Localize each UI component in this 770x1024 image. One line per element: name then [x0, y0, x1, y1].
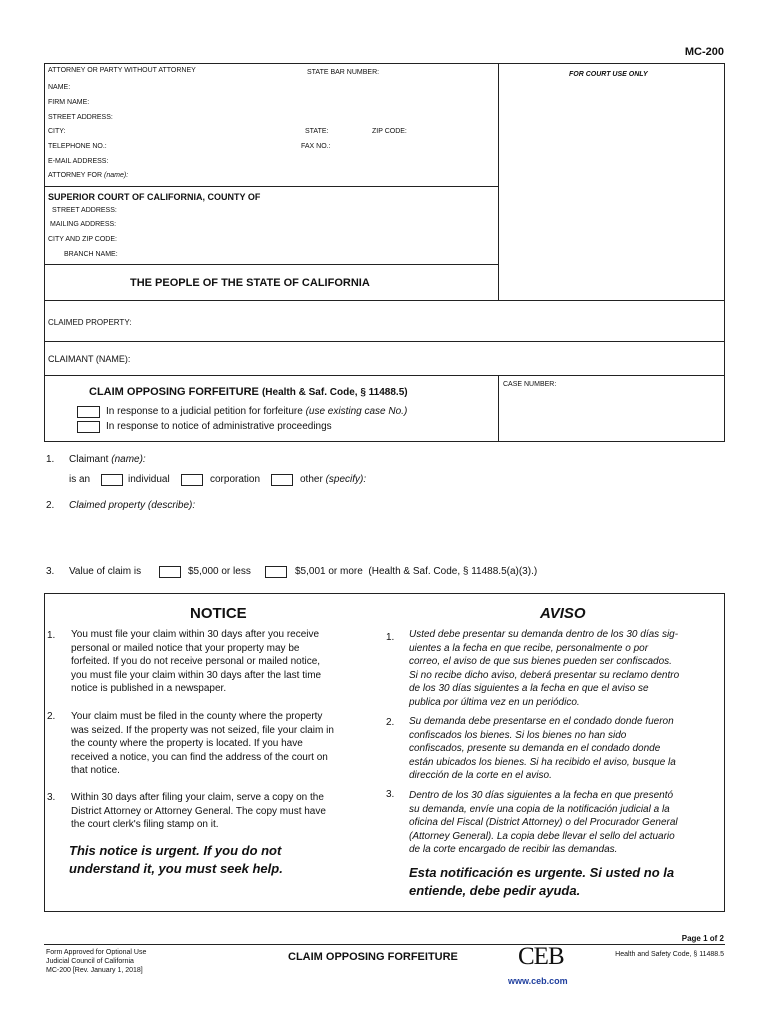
notice-item-2-number: 2.	[47, 711, 56, 722]
aviso-item-3-number: 3.	[386, 789, 395, 800]
aviso-paragraph-1: Usted debe presentar su demanda dentro de los 30 días sig- uientes a la fecha en que recibe, personalmente o por correo, el aviso de que sus bienes pueden ser confiscados. Si no recibe dicho aviso, deberá presentar su reclamo dentro de los 30 días siguientes a la fecha en que el aviso se publica por última vez en un periódico.	[409, 629, 680, 708]
ceb-link[interactable]: www.ceb.com	[508, 976, 568, 986]
item-2-number: 2.	[46, 500, 55, 511]
aviso-paragraph-2: Su demanda debe presentarse en el condado donde fueron confiscados los bienes. Si los bienes no han sido confiscados, presente su demanda en el condado donde están ubicados los bienes. Si ha recibido el aviso, busque la dirección de la corte en el aviso.	[409, 716, 676, 782]
street-label: STREET ADDRESS:	[48, 114, 113, 121]
value-label: Value of claim is	[69, 566, 142, 577]
other-label: other (specify):	[300, 474, 367, 485]
ceb-logo: CEB	[518, 943, 564, 970]
fax-label: FAX NO.:	[301, 143, 331, 150]
claimed-property-label: CLAIMED PROPERTY:	[48, 318, 132, 327]
notice-paragraph-2: Your claim must be filed in the county where the property was seized. If the property was not seized, file your claim in the county where the property is located. If you have received a notice, you can find the address of the court on that notice.	[71, 711, 334, 777]
notice-item-1-number: 1.	[47, 630, 56, 641]
name-label: NAME:	[48, 84, 71, 91]
court-branch-label: BRANCH NAME:	[64, 251, 118, 258]
other-checkbox[interactable]	[271, 474, 293, 486]
notice-item-3-number: 3.	[47, 792, 56, 803]
bar-number-label: STATE BAR NUMBER:	[307, 69, 380, 76]
people-title: THE PEOPLE OF THE STATE OF CALIFORNIA	[130, 277, 370, 289]
claimed-property-describe-label: Claimed property (describe):	[69, 500, 196, 511]
firm-label: FIRM NAME:	[48, 99, 90, 106]
court-street-label: STREET ADDRESS:	[52, 207, 117, 214]
administrative-checkbox[interactable]	[77, 421, 100, 433]
footer-title: CLAIM OPPOSING FORFEITURE	[288, 951, 458, 963]
email-label: E-MAIL ADDRESS:	[48, 158, 109, 165]
statute-reference: Health and Safety Code, § 11488.5	[615, 951, 724, 958]
notice-urgent: This notice is urgent. If you do not understand it, you must seek help.	[69, 843, 283, 876]
administrative-label: In response to notice of administrative proceedings	[106, 421, 332, 432]
form-id: MC-200	[684, 46, 724, 58]
item-1-number: 1.	[46, 454, 55, 465]
claimant-label: CLAIMANT (NAME):	[48, 354, 131, 364]
case-number-label: CASE NUMBER:	[503, 381, 557, 388]
court-use-label: FOR COURT USE ONLY	[569, 71, 648, 78]
value-over-5000-label: $5,001 or more (Health & Saf. Code, § 11488.5(a)(3).)	[295, 566, 538, 577]
court-city-zip-label: CITY AND ZIP CODE:	[48, 236, 117, 243]
court-title: SUPERIOR COURT OF CALIFORNIA, COUNTY OF	[48, 192, 261, 202]
aviso-paragraph-3: Dentro de los 30 días siguientes a la fecha en que presentó su demanda, envíe una copia de la notificación judicial a la oficina del Fiscal (District Attorney) o del Procurador General (Attorney General). La copia debe llevar el sello del actuario de la corte encargado de recibir las demandas.	[409, 790, 678, 856]
aviso-item-2-number: 2.	[386, 717, 395, 728]
individual-checkbox[interactable]	[101, 474, 123, 486]
attorney-label: ATTORNEY OR PARTY WITHOUT ATTORNEY	[48, 67, 196, 74]
aviso-item-1-number: 1.	[386, 632, 395, 643]
individual-label: individual	[128, 474, 170, 485]
is-an-label: is an	[69, 474, 91, 485]
value-under-5000-label: $5,000 or less	[188, 566, 251, 577]
item-3-number: 3.	[46, 566, 55, 577]
city-label: CITY:	[48, 128, 66, 135]
notice-paragraph-1: You must file your claim within 30 days after you receive personal or mailed notice that your property may be forfeited. If you do not receive personal or mailed notice, you must file your claim within 30 days after the last time notice is published in a newspaper.	[71, 629, 322, 695]
value-under-5000-checkbox[interactable]	[159, 566, 181, 578]
aviso-urgent: Esta notificación es urgente. Si usted no la entiende, debe pedir ayuda.	[409, 865, 675, 898]
court-mailing-label: MAILING ADDRESS:	[50, 221, 117, 228]
judicial-petition-checkbox[interactable]	[77, 406, 100, 418]
corporation-checkbox[interactable]	[181, 474, 203, 486]
judicial-petition-label: In response to a judicial petition for forfeiture (use existing case No.)	[106, 406, 408, 417]
value-over-5000-checkbox[interactable]	[265, 566, 287, 578]
page-number: Page 1 of 2	[681, 934, 724, 943]
zip-label: ZIP CODE:	[372, 128, 407, 135]
notice-paragraph-3: Within 30 days after filing your claim, serve a copy on the District Attorney or Attorney General. The copy must have the court clerk's filing stamp on it.	[71, 792, 326, 831]
claimant-name-label: Claimant (name):	[69, 454, 146, 465]
state-label: STATE:	[305, 128, 329, 135]
corporation-label: corporation	[210, 474, 261, 485]
notice-title: NOTICE	[190, 605, 247, 622]
phone-label: TELEPHONE NO.:	[48, 143, 107, 150]
claim-title: CLAIM OPPOSING FORFEITURE (Health & Saf. Code, § 11488.5)	[89, 386, 408, 398]
form-approval-note: Form Approved for Optional Use Judicial Council of California MC-200 [Rev. January 1, 2018]	[46, 949, 147, 974]
aviso-title: AVISO	[540, 605, 586, 622]
attorney-for-label: ATTORNEY FOR (name):	[48, 172, 129, 179]
